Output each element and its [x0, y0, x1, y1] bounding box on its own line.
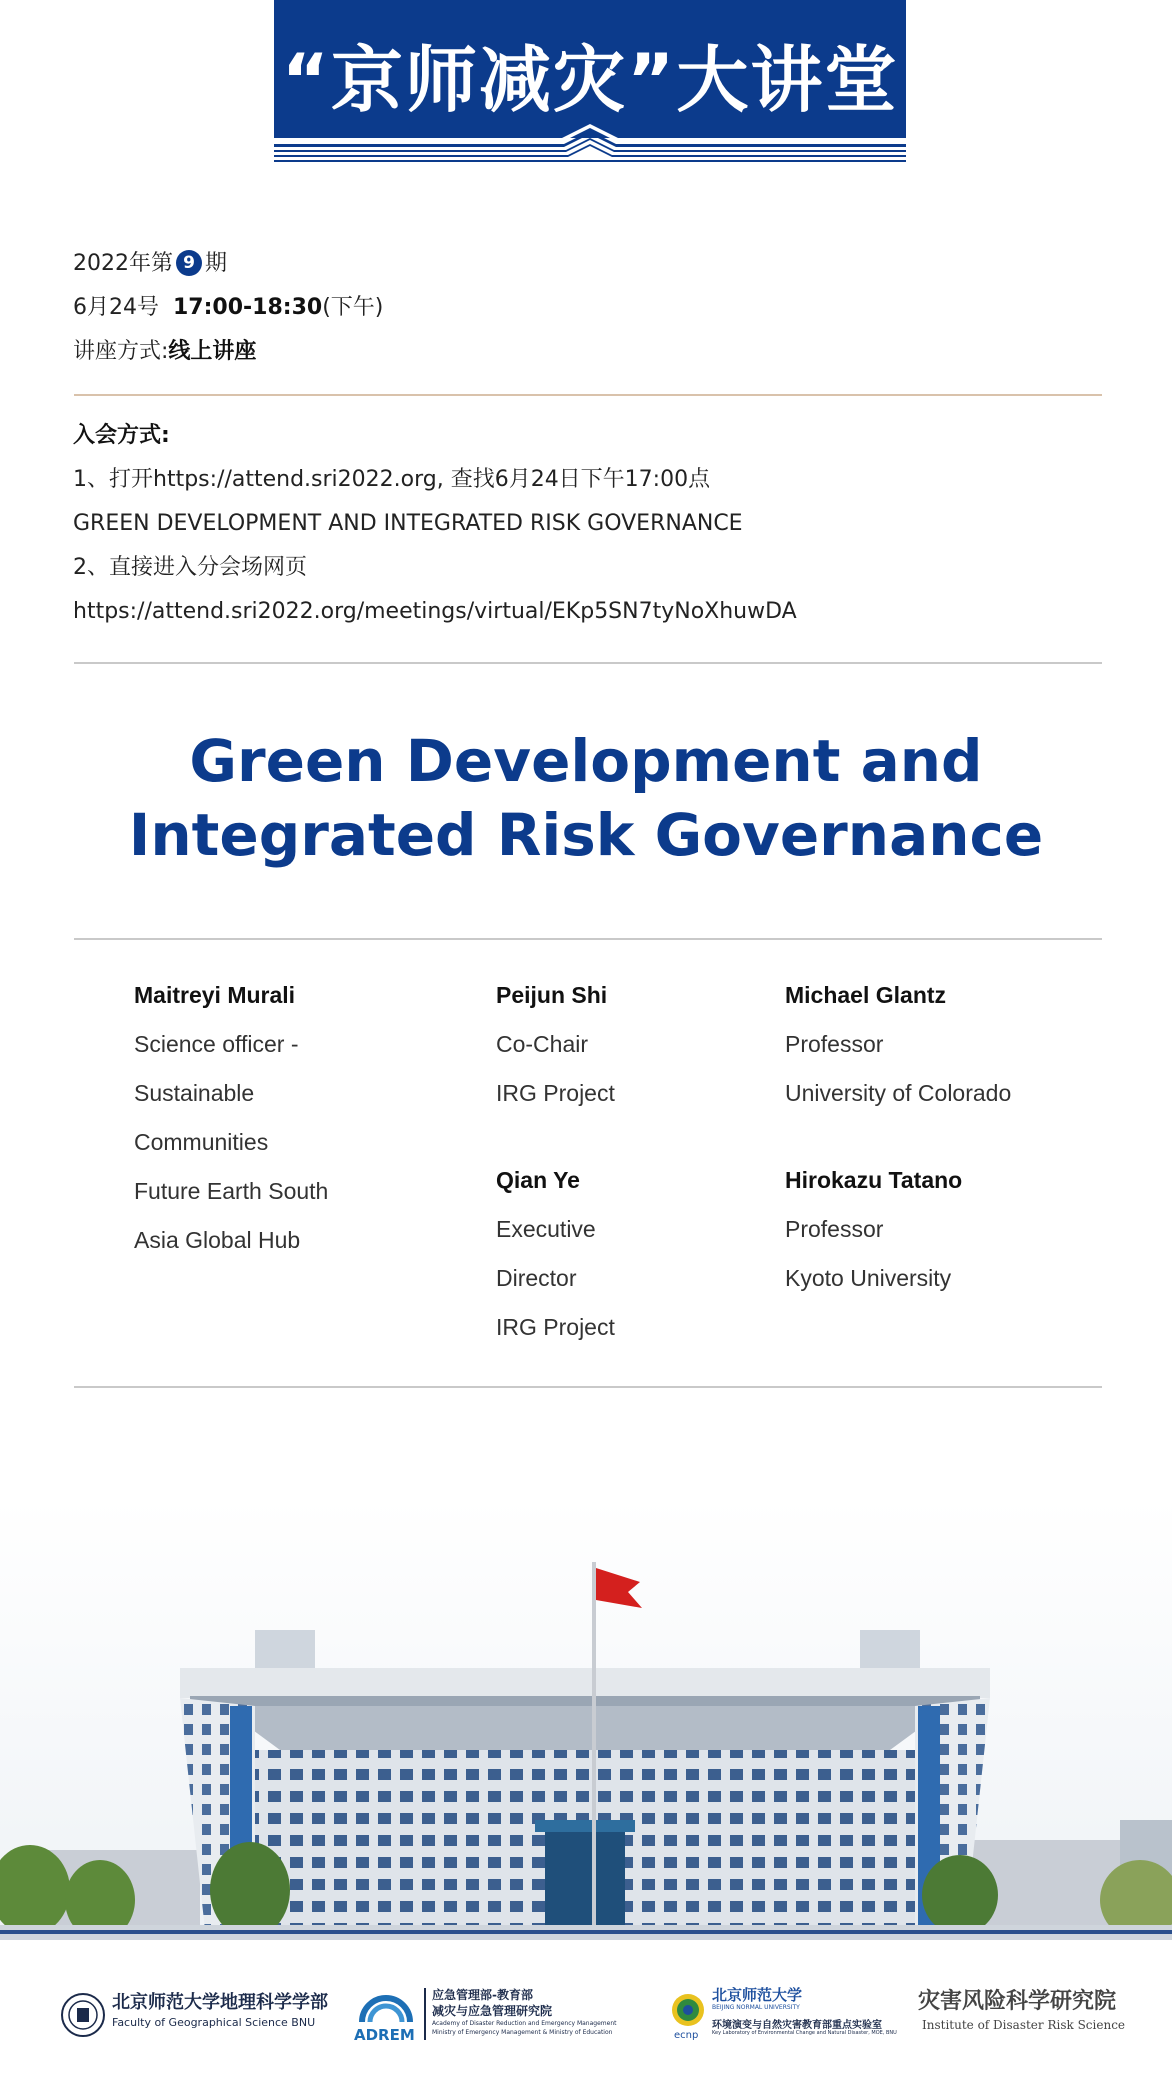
- banner-stripes: [274, 124, 906, 164]
- join-heading: 入会方式:: [73, 423, 170, 448]
- event-time-note: (下午): [322, 295, 384, 320]
- speaker-title-line: Professor: [785, 1216, 884, 1242]
- speaker-title-line: IRG Project: [496, 1080, 615, 1106]
- event-time: 17:00-18:30: [173, 295, 323, 320]
- lecture-title: [0, 724, 1172, 872]
- speakers-column-2: [496, 978, 615, 1359]
- issue-number-badge: 9: [176, 250, 202, 276]
- event-info: [73, 242, 383, 374]
- logo1-en-text: Faculty of Geographical Science BNU: [112, 2016, 316, 2029]
- divider: [74, 662, 1102, 664]
- footer-divider: [0, 1930, 1172, 1934]
- adrem-mark: ADREM: [354, 2026, 415, 2044]
- speaker-name: Maitreyi Murali: [134, 982, 296, 1008]
- speaker-title-line: Asia Global Hub: [134, 1227, 301, 1253]
- logo3-lab-cn: 环境演变与自然灾害教育部重点实验室: [712, 2020, 882, 2031]
- speaker-title-line: University of Colorado: [785, 1080, 1012, 1106]
- join-step-2: 2、直接进入分会场网页: [73, 555, 307, 580]
- mode-label: 讲座方式:: [73, 339, 169, 364]
- footer-logos: [0, 1960, 1172, 2060]
- speaker-title-line: Co-Chair: [496, 1031, 589, 1057]
- logo-adrem: [354, 1986, 644, 2048]
- speaker-name: Peijun Shi: [496, 982, 608, 1008]
- lecture-title-line-1: Green Development and: [189, 727, 983, 795]
- logo4-cn-text: 灾害风险科学研究院: [918, 1989, 1117, 2014]
- speaker-title-line: Kyoto University: [785, 1265, 952, 1291]
- header-banner: [274, 0, 906, 162]
- speaker-title-line: Sustainable: [134, 1080, 255, 1106]
- logo2-en-line-2: Ministry of Emergency Management & Ministry of Education: [432, 2029, 613, 2036]
- speaker-title-line: Director: [496, 1265, 577, 1291]
- speaker-title-line: Executive: [496, 1216, 596, 1242]
- event-date: 6月24号: [73, 295, 159, 320]
- join-link[interactable]: https://attend.sri2022.org/meetings/virtual/EKp5SN7tyNoXhuwDA: [73, 599, 797, 624]
- spacer: [785, 1125, 1011, 1163]
- mode-value: 线上讲座: [168, 339, 257, 364]
- speaker-name: Michael Glantz: [785, 982, 947, 1008]
- speakers-column-3: [785, 978, 1011, 1310]
- mode-row: [73, 330, 383, 374]
- logo-faculty-geographical-science: [60, 1988, 328, 2048]
- logo2-cn-line-2: 减灾与应急管理研究院: [432, 2004, 553, 2018]
- divider: [74, 1386, 1102, 1388]
- join-step-1: 1、打开https://attend.sri2022.org, 查找6月24日下午17:00点: [73, 467, 711, 492]
- logo-institute-disaster-risk-science: [918, 1984, 1138, 2044]
- divider: [74, 938, 1102, 940]
- speaker-title-line: Professor: [785, 1031, 884, 1057]
- speaker-title-line: Communities: [134, 1129, 269, 1155]
- divider: [74, 394, 1102, 396]
- adrem-arc-icon: [354, 1986, 418, 2028]
- lecture-title-line-2: Integrated Risk Governance: [128, 801, 1044, 869]
- logo1-cn-text: 北京师范大学地理科学学部: [112, 1992, 328, 2013]
- speaker-name: Hirokazu Tatano: [785, 1167, 963, 1193]
- speaker-title-line: IRG Project: [496, 1314, 615, 1340]
- join-session-name: GREEN DEVELOPMENT AND INTEGRATED RISK GOVERNANCE: [73, 511, 743, 536]
- join-instructions: [73, 414, 797, 634]
- campus-building-illustration: [0, 1500, 1172, 1940]
- speaker-title-line: Science officer -: [134, 1031, 299, 1057]
- speaker-name: Qian Ye: [496, 1167, 580, 1193]
- logo3-university-cn: 北京师范大学: [712, 1986, 803, 2004]
- date-row: [73, 286, 383, 330]
- logo2-separator: [424, 1988, 426, 2040]
- issue-suffix: 期: [205, 251, 228, 276]
- issue-row: [73, 242, 383, 286]
- university-seal-icon: [60, 1992, 106, 2038]
- ecnp-mark: ecnp: [674, 2030, 699, 2041]
- logo-ecnp: [670, 1984, 920, 2050]
- issue-prefix: 2022年第: [73, 251, 173, 276]
- banner-title: “京师减灾”大讲堂: [281, 38, 899, 122]
- logo3-lab-en: Key Laboratory of Environmental Change and Natural Disaster, MOE, BNU: [712, 2030, 897, 2036]
- speaker-title-line: Future Earth South: [134, 1178, 329, 1204]
- logo3-university-en: BEIJING NORMAL UNIVERSITY: [712, 2004, 800, 2011]
- logo2-en-line-1: Academy of Disaster Reduction and Emergency Management: [432, 2020, 617, 2027]
- speakers-column-1: [134, 978, 328, 1272]
- logo2-cn-line-1: 应急管理部-教育部: [432, 1988, 533, 2002]
- spacer: [496, 1125, 615, 1163]
- logo4-en-text: Institute of Disaster Risk Science: [922, 2018, 1126, 2032]
- ecnp-globe-icon: [670, 1992, 706, 2028]
